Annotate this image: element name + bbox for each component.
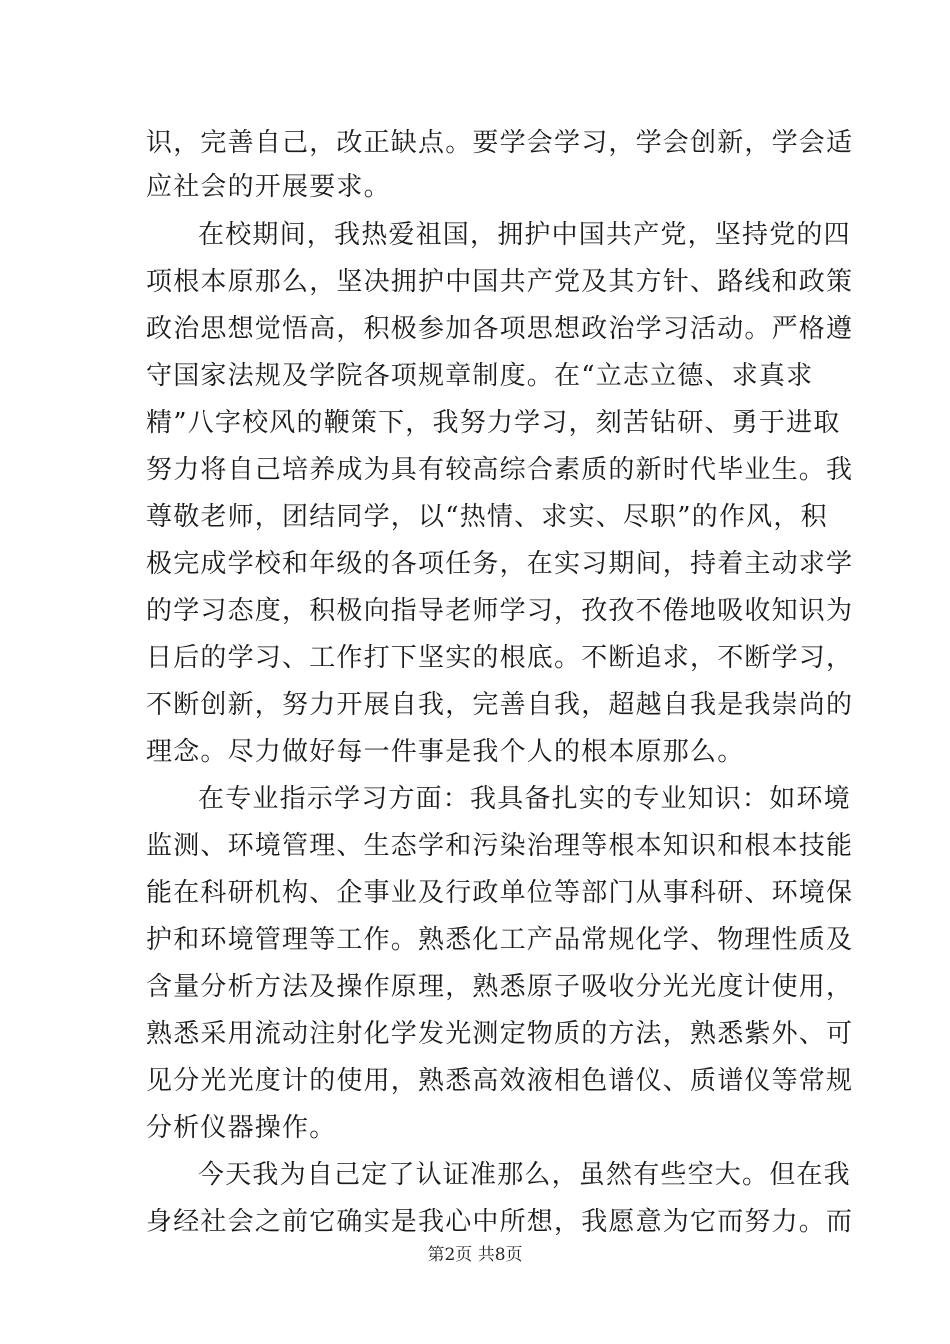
paragraph-1-line-2: 应社会的开展要求。: [146, 172, 391, 202]
paragraph-2-line-6: 努力将自己培养成为具有较高综合素质的新时代毕业生。我: [146, 455, 854, 485]
paragraph-2-line-11: 不断创新，努力开展自我，完善自我，超越自我是我崇尚的: [146, 690, 854, 720]
paragraph-2-line-5: 精”八字校风的鞭策下，我努力学习，刻苦钻研、勇于进取: [146, 408, 841, 438]
paragraph-2-line-7: 尊敬老师，团结同学，以“热情、求实、尽职”的作风，积: [146, 502, 828, 532]
paragraph-2-line-2: 项根本原那么，坚决拥护中国共产党及其方针、路线和政策: [146, 267, 854, 297]
paragraph-2-line-8: 极完成学校和年级的各项任务，在实习期间，持着主动求学: [146, 549, 854, 579]
paragraph-2-line-1: 在校期间，我热爱祖国，拥护中国共产党，坚持党的四: [198, 220, 851, 250]
paragraph-2-line-12: 理念。尽力做好每一件事是我个人的根本原那么。: [146, 737, 745, 767]
paragraph-2-line-9: 的学习态度，积极向指导老师学习，孜孜不倦地吸收知识为: [146, 596, 854, 626]
paragraph-3-line-7: 见分光光度计的使用，熟悉高效液相色谱仪、质谱仪等常规: [146, 1066, 854, 1096]
paragraph-3-line-5: 含量分析方法及操作原理，熟悉原子吸收分光光度计使用，: [146, 972, 854, 1002]
paragraph-3-line-6: 熟悉采用流动注射化学发光测定物质的方法，熟悉紫外、可: [146, 1019, 854, 1049]
paragraph-3-line-2: 监测、环境管理、生态学和污染治理等根本知识和根本技能: [146, 831, 854, 861]
paragraph-2-line-3: 政治思想觉悟高，积极参加各项思想政治学习活动。严格遵: [146, 314, 854, 344]
paragraph-4-line-1: 今天我为自己定了认证准那么，虽然有些空大。但在我: [198, 1160, 851, 1190]
paragraph-2-line-10: 日后的学习、工作打下坚实的根底。不断追求，不断学习，: [146, 643, 854, 673]
page-number-footer: 第2页 共8页: [427, 1245, 523, 1265]
paragraph-4-line-2: 身经社会之前它确实是我心中所想，我愿意为它而努力。而: [146, 1207, 854, 1237]
paragraph-3-line-4: 护和环境管理等工作。熟悉化工产品常规化学、物理性质及: [146, 925, 854, 955]
paragraph-3-line-8: 分析仪器操作。: [146, 1113, 337, 1143]
paragraph-1-line-1: 识，完善自己，改正缺点。要学会学习，学会创新，学会适: [146, 128, 854, 158]
paragraph-3-line-3: 能在科研机构、企事业及行政单位等部门从事科研、环境保: [146, 878, 854, 908]
paragraph-3-line-1: 在专业指示学习方面：我具备扎实的专业知识：如环境: [198, 784, 851, 814]
paragraph-2-line-4: 守国家法规及学院各项规章制度。在“立志立德、求真求: [146, 361, 814, 391]
